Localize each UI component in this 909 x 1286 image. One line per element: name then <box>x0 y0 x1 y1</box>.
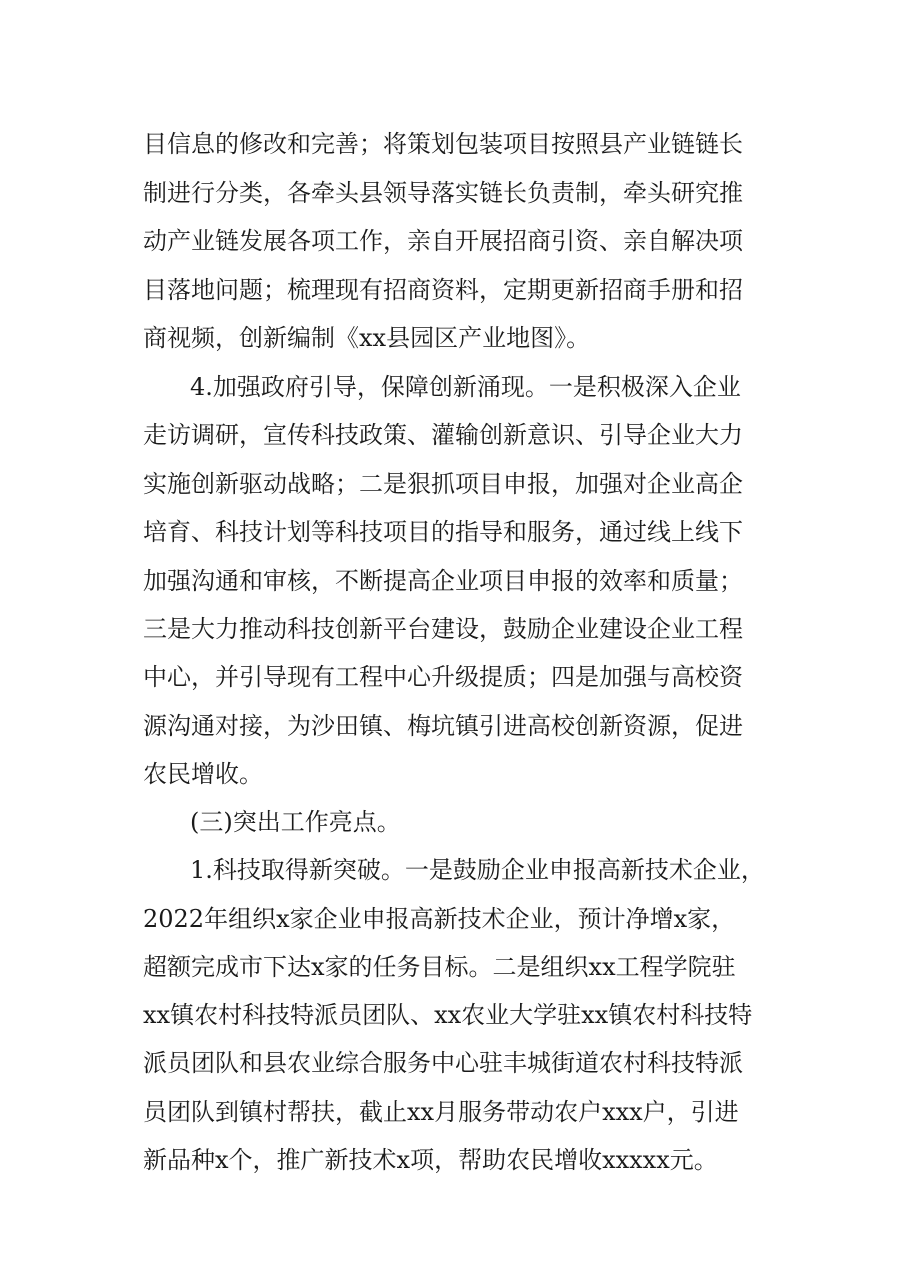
text-line: 2022年组织x家企业申报高新技术企业，预计净增x家， <box>143 905 736 933</box>
text-line: 实施创新驱动战略；二是狠抓项目申报，加强对企业高企 <box>143 470 743 498</box>
text-line: xx镇农村科技特派员团队、xx农业大学驻xx镇农村科技特 <box>143 1001 753 1029</box>
paragraph-first-line: 4.加强政府引导，保障创新涌现。一是积极深入企业 <box>190 373 741 401</box>
text-line: 走访调研，宣传科技政策、灌输创新意识、引导企业大力 <box>143 421 743 449</box>
text-line: 派员团队和县农业综合服务中心驻丰城街道农村科技特派 <box>143 1049 743 1077</box>
text-line: 新品种x个，推广新技术x项，帮助农民增收xxxxx元。 <box>143 1146 718 1174</box>
text-line: 目信息的修改和完善；将策划包装项目按照县产业链链长 <box>143 130 743 158</box>
text-line: 农民增收。 <box>143 760 263 788</box>
text-line: 中心，并引导现有工程中心升级提质；四是加强与高校资 <box>143 663 743 691</box>
paragraph-first-line: 1.科技取得新突破。一是鼓励企业申报高新技术企业， <box>190 856 765 884</box>
text-line: 源沟通对接，为沙田镇、梅坑镇引进高校创新资源，促进 <box>143 712 743 740</box>
text-line: 动产业链发展各项工作，亲自开展招商引资、亲自解决项 <box>143 227 743 255</box>
text-line: 三是大力推动科技创新平台建设，鼓励企业建设企业工程 <box>143 615 743 643</box>
text-line: 培育、科技计划等科技项目的指导和服务，通过线上线下 <box>143 518 743 546</box>
text-line: 超额完成市下达x家的任务目标。二是组织xx工程学院驻 <box>143 953 736 981</box>
text-line: 制进行分类，各牵头县领导落实链长负责制，牵头研究推 <box>143 179 743 207</box>
text-line: 目落地问题；梳理现有招商资料，定期更新招商手册和招 <box>143 276 743 304</box>
section-heading: (三)突出工作亮点。 <box>190 808 401 836</box>
text-line: 员团队到镇村帮扶，截止xx月服务带动农户xxx户，引进 <box>143 1098 739 1126</box>
text-line: 商视频，创新编制《xx县园区产业地图》。 <box>143 324 591 352</box>
text-line: 加强沟通和审核，不断提高企业项目申报的效率和质量； <box>143 567 743 595</box>
